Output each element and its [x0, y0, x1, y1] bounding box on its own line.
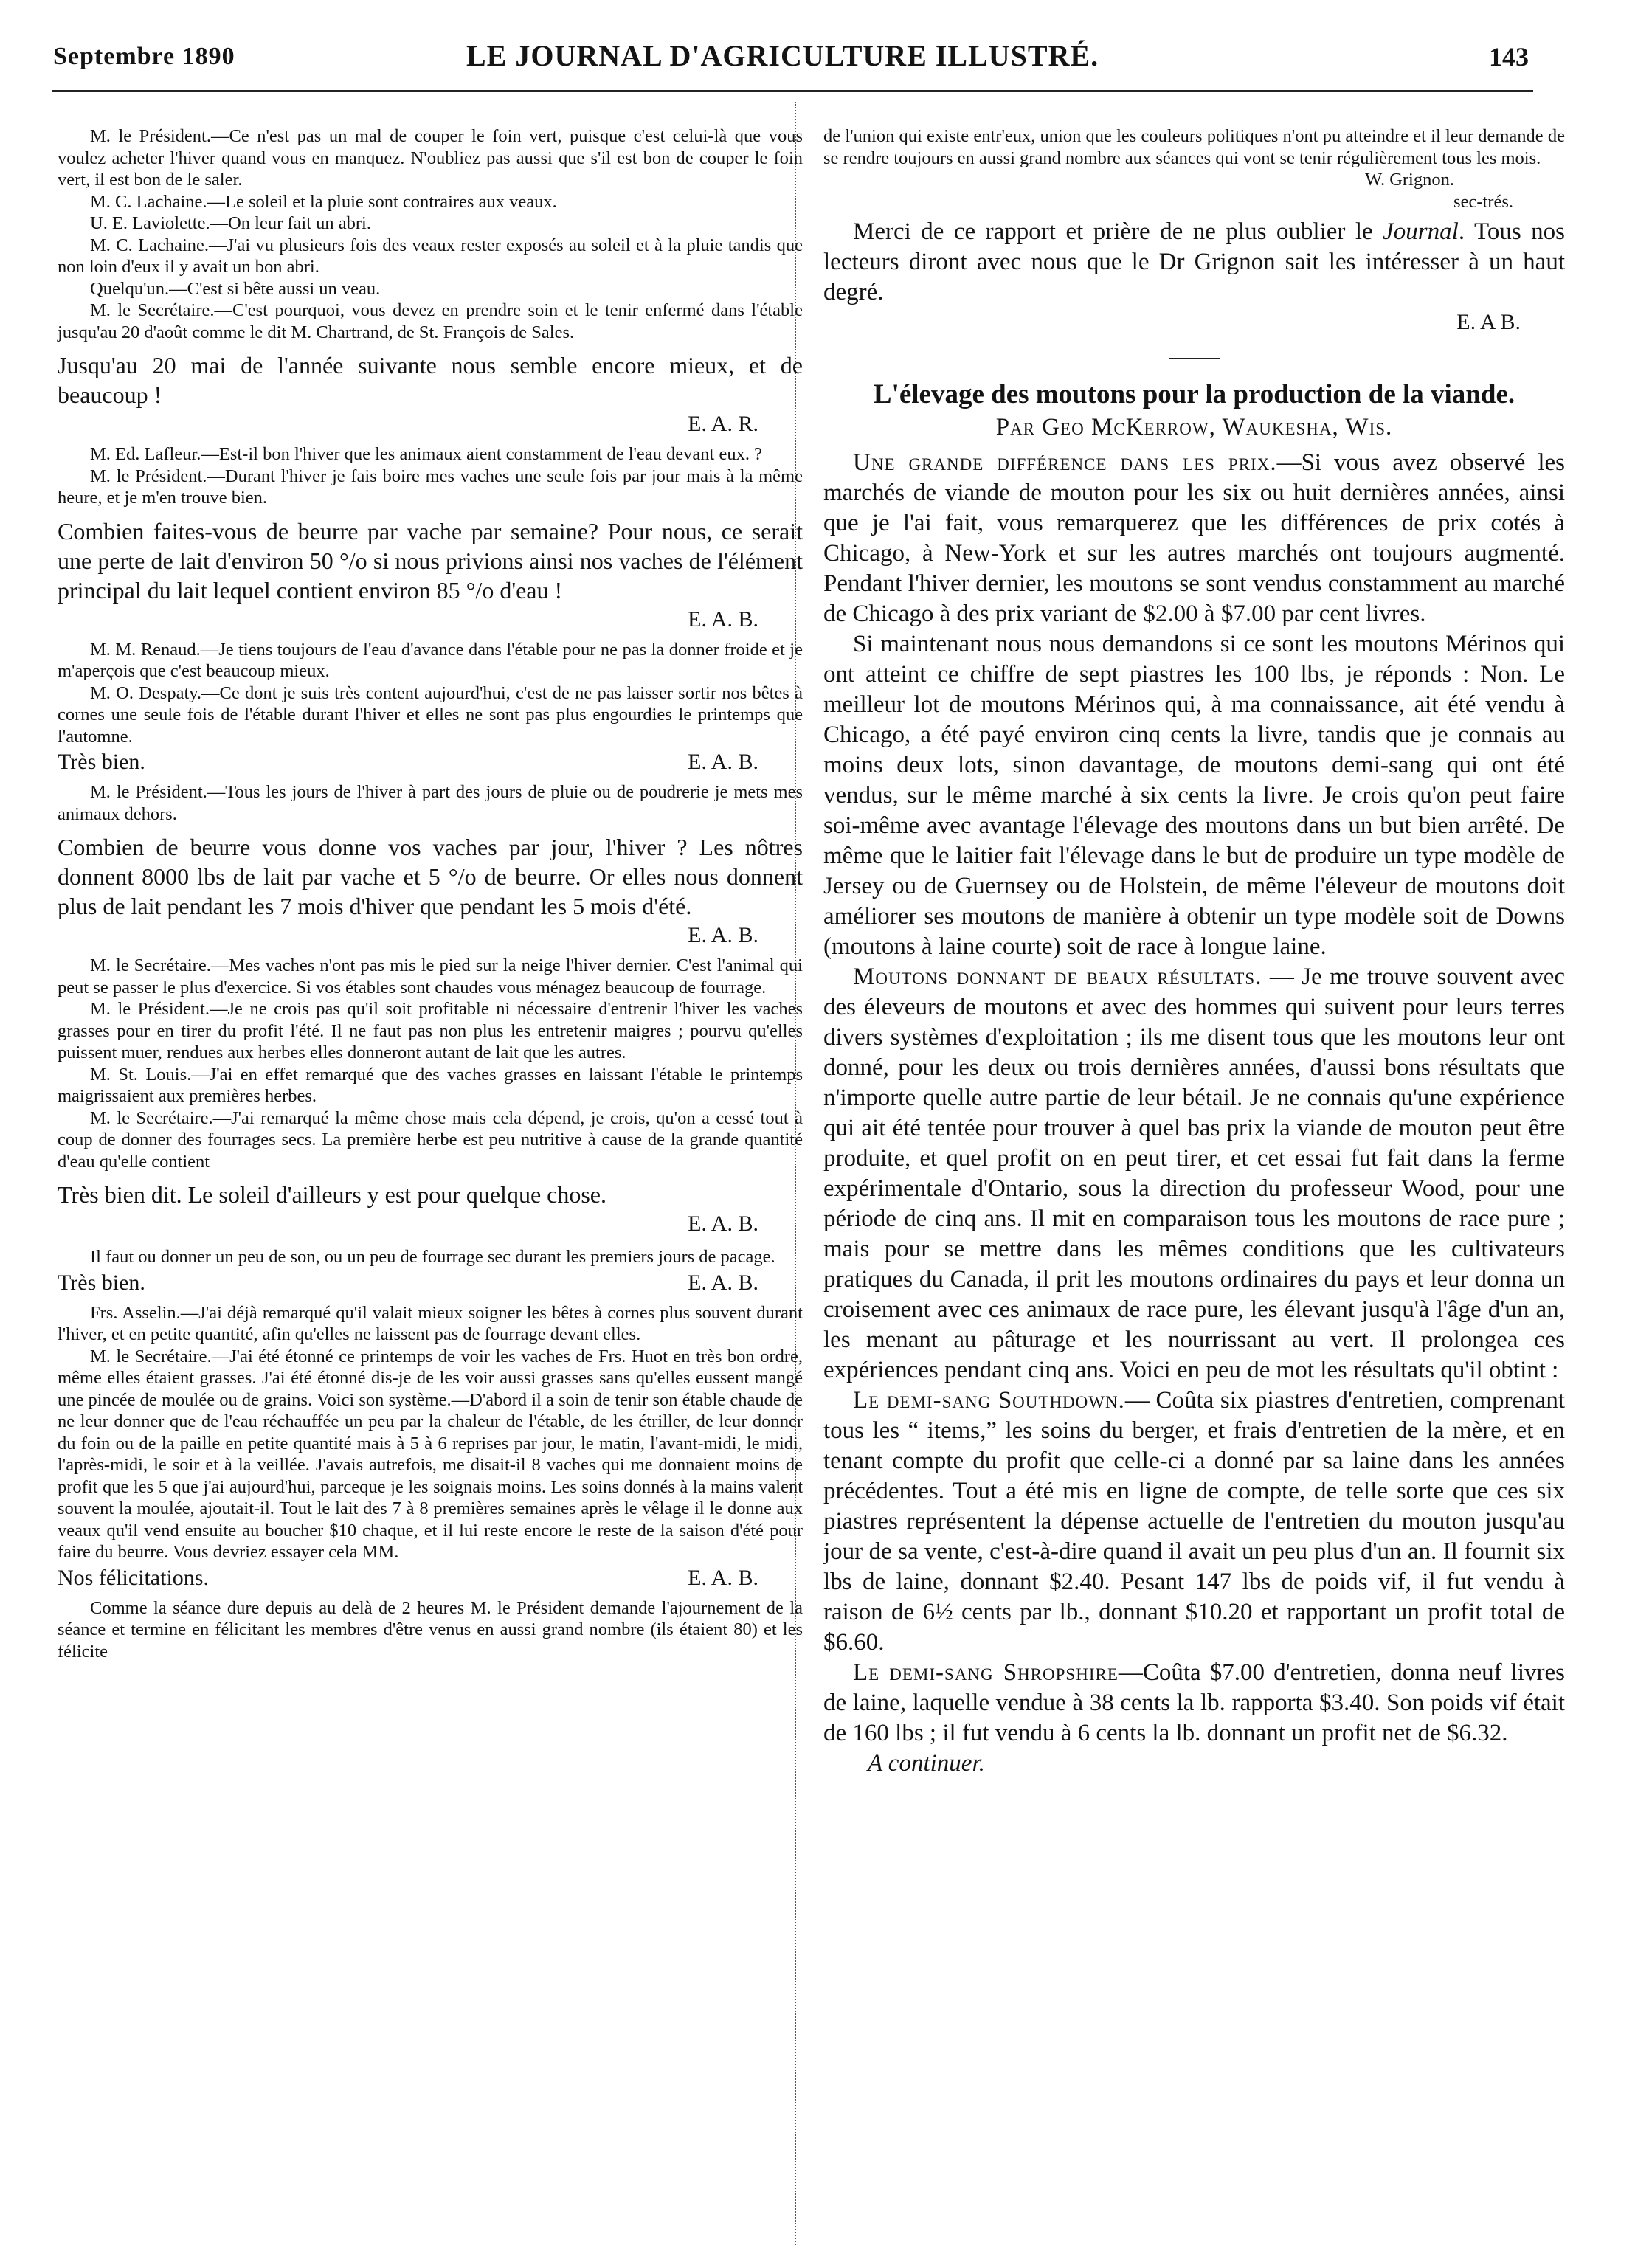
article-paragraph: [823, 1658, 1565, 1749]
journal-name: Journal: [1383, 218, 1459, 245]
article-paragraph: [823, 1386, 1565, 1658]
article-paragraph: Si maintenant nous nous demandons si ce sont les moutons Mérinos qui ont atteint ce chiffre de sept piastres les 100 lbs, je réponds : Non. Le meilleur lot de moutons Mérinos qui, à ma connaissance, ait été vendu à Chicago, a été payé environ cinq cents la livre, tandis que je connais au moins deux lots, sinon davantage, de moutons demi-sang qui ont été vendus, sur le même marché à six cents la livre. Je crois qu'on peut faire soi-même avec avantage l'élevage des moutons dans un but bien arrêté. De même que le laitier fait l'élevage dans le but de produire un type modèle de Jersey ou de Guernsey ou de Holstein, de même l'éleveur de moutons doit améliorer ses moutons de manière à obtenir un type modèle soit de Downs (moutons à laine courte) soit de race à longue laine.: [823, 631, 1565, 960]
paragraph: M. M. Renaud.—Je tiens toujours de l'eau d'avance dans l'étable pour ne pas la donner froide et je m'aperçois que c'est beaucoup mieux.: [58, 639, 803, 681]
editor-signature: E. A. B.: [688, 923, 758, 947]
editor-signature: E. A B.: [1456, 310, 1521, 334]
editor-note: Très bien.: [58, 1270, 145, 1295]
section-heading: Moutons donnant de beaux résultats.: [853, 964, 1262, 990]
editor-note: [823, 217, 1565, 308]
paragraph: M. St. Louis.—J'ai en effet remarqué que des vaches grasses en laissant l'étable le printemps maigrissaient aux premières herbes.: [58, 1064, 803, 1106]
paragraph: M. le Secrétaire.—J'ai remarqué la même chose mais cela dépend, je crois, qu'on a cessé tout à coup de donner des fourrages secs. La première herbe est peu nutritive à cause de la grande quantité d'eau qu'elle contient: [58, 1107, 803, 1172]
article-paragraph: [823, 448, 1565, 629]
paragraph: M. le Secrétaire.—Mes vaches n'ont pas mis le pied sur la neige l'hiver dernier. C'est l'animal qui peut se passer le plus d'exercice. Si vos étables sont chaudes vous ménagez beaucoup de fourrage.: [58, 955, 803, 998]
header-rule: [52, 90, 1533, 92]
paragraph: M. O. Despaty.—Ce dont je suis très content aujourd'hui, c'est de ne pas laisser sortir nos bêtes à cornes une seule fois de l'étable durant l'hiver et elles ne sont pas plus engourdies le printemps que l'automne.: [58, 682, 803, 747]
editor-signature: E. A. B.: [688, 750, 758, 774]
paragraph: M. Ed. Lafleur.—Est-il bon l'hiver que les animaux aient constamment de l'eau devant eux. ?: [90, 444, 762, 464]
page-header: [53, 38, 1529, 83]
editor-signature: E. A. R.: [688, 412, 758, 436]
section-heading: Le demi-sang Shropshire: [853, 1659, 1119, 1686]
journal-title: LE JOURNAL D'AGRICULTURE ILLUSTRÉ.: [466, 39, 1099, 72]
editor-note: Combien de beurre vous donne vos vaches par jour, l'hiver ? Les nôtres donnent 8000 lbs de lait par vache et 5 °/o de beurre. Or elles nous donnent plus de lait pendant les 7 mois d'hiver que pendant les 5 mois d'été.: [58, 834, 803, 919]
page-number: 143: [1489, 42, 1529, 72]
editor-signature: E. A. B.: [688, 1565, 758, 1590]
paragraph: Frs. Asselin.—J'ai déjà remarqué qu'il valait mieux soigner les bêtes à cornes plus souvent durant l'hiver, et en petite quantité, afin qu'elles ne laissent pas de fourrage devant elles.: [58, 1302, 803, 1344]
paragraph: M. le Président.—Durant l'hiver je fais boire mes vaches une seule fois par jour mais à la même heure, et je m'en trouve bien.: [58, 466, 803, 508]
editor-note-text: Merci de ce rapport et prière de ne plus oublier le: [853, 218, 1383, 245]
paragraph: Quelqu'un.—C'est si bête aussi un veau.: [90, 278, 381, 299]
editor-note: Très bien.: [58, 750, 145, 774]
paragraph: de l'union qui existe entr'eux, union que les couleurs politiques n'ont pu atteindre et il leur demande de se rendre toujours en aussi grand nombre aux séances qui vont se tenir régulièrement tous les mois.: [823, 126, 1565, 168]
editor-note-text: . Tous nos lecteurs diront avec nous que le Dr Grignon sait les intéresser à un haut degré.: [823, 218, 1565, 305]
paragraph: M. C. Lachaine.—Le soleil et la pluie sont contraires aux veaux.: [90, 191, 557, 212]
article-text: —Si vous avez observé les marchés de viande de mouton pour les six ou huit dernières années, ainsi que je l'ai fait, vous remarquerez que les différences de prix cotés à Chicago, à New-York et sur les autres marchés ont toujours augmenté. Pendant l'hiver dernier, les moutons se sont vendus constamment au marché de Chicago à des prix variant de $2.00 à $7.00 par cent livres.: [823, 449, 1565, 627]
editor-signature: E. A. B.: [688, 606, 758, 632]
right-column: [823, 125, 1565, 1779]
article-text: — Coûta six piastres d'entretien, comprenant tous les “ items,” les soins du berger, et frais d'entretien de la mère, et en tenant compte du profit que celle-ci a donné par sa laine dans les années précédentes. Tout a été mis en ligne de compte, de telle sorte que ces six piastres représentent la dépense actuelle de l'entretien du mouton jusqu'au jour de sa vente, c'est-à-dire quand il avait un peu plus d'un an. Il fournit six lbs de laine, donnant $2.40. Pesant 147 lbs de poids vif, il fut vendu à raison de 6½ cents par lb., donnant $10.20 et rapportant un profit total de $6.60.: [823, 1387, 1566, 1656]
section-heading: Le demi-sang Southdown.: [853, 1387, 1125, 1414]
section-rule: [1169, 358, 1220, 359]
article-text: —Coûta $7.00 d'entretien, donna neuf livres de laine, laquelle vendue à 38 cents la lb. rapporta $3.40. Son poids vif était de 160 lbs ; il fut vendu à 6 cents la lb. donnant un profit net de $6.32.: [823, 1659, 1565, 1746]
editor-note: Jusqu'au 20 mai de l'année suivante nous semble encore mieux, et de beaucoup !: [58, 352, 803, 408]
paragraph: M. le Président.—Je ne crois pas qu'il soit profitable ni nécessaire d'entrenir l'hiver les vaches grasses pour en tirer du profit l'été. Il ne faut pas non plus les entretenir maigres ; pourvu qu'elles puissent muer, rendues aux herbes elles donneront autant de lait que les autres.: [58, 999, 803, 1062]
article-title: L'élevage des moutons pour la production de la viande.: [873, 379, 1515, 409]
article-author: Par Geo McKerrow, Waukesha, Wis.: [995, 414, 1393, 440]
editor-note: Combien faites-vous de beurre par vache par semaine? Pour nous, ce serait une perte de lait d'environ 50 °/o si nous privions ainsi nos vaches de l'élément principal du lait lequel contient environ 85 °/o d'eau !: [58, 517, 803, 604]
paragraph: M. le Secrétaire.—C'est pourquoi, vous devez en prendre soin et le tenir enfermé dans l'étable jusqu'au 20 d'août comme le dit M. Chartrand, de St. François de Sales.: [58, 300, 803, 342]
article-text: — Je me trouve souvent avec des éleveurs de moutons et avec des hommes qui suivent pour leurs terres divers systèmes d'exploitation ; ils me disent tous que les moutons leur ont donné, pour les deux ou trois dernières années, d'aussi bons résultats que n'importe quelle autre partie de leur bétail. Je ne connais qu'une expérience qui ait été tentée pour trouver à quel bas prix la viande de mouton peut être produite, et quel profit on en peut tirer, et cet essai fut fait dans la ferme expérimentale d'Ontario, sous la direction du professeur Wood, pour une période de cinq ans. Il mit en comparaison tous les moutons de race pure ; mais pour se mettre dans les mêmes conditions que les cultivateurs pratiques du Canada, il prit les moutons ordinaires du pays et leur donna un croisement avec ces animaux de race pure, les élevant jusqu'à l'âge d'un an, les menant au pâturage et les nourrissant au vert. Il prolongea ces expériences pendant cinq ans. Voici en peu de mot les résultats qu'il obtint :: [823, 964, 1565, 1383]
report-signature-role: sec-trés.: [1453, 191, 1513, 212]
issue-date: Septembre 1890: [53, 43, 235, 70]
editor-note: Très bien dit. Le soleil d'ailleurs y est pour quelque chose.: [58, 1181, 606, 1208]
paragraph: M. le Président.—Tous les jours de l'hiver à part des jours de pluie ou de poudrerie je mets mes animaux dehors.: [58, 782, 803, 824]
section-heading: Une grande différence dans les prix.: [853, 449, 1277, 476]
paragraph: Il faut ou donner un peu de son, ou un peu de fourrage sec durant les premiers jours de pacage.: [90, 1247, 775, 1267]
editor-signature: E. A. B.: [688, 1270, 758, 1295]
editor-signature: E. A. B.: [688, 1211, 758, 1236]
paragraph: U. E. Laviolette.—On leur fait un abri.: [90, 213, 371, 233]
editor-note: Nos félicitations.: [58, 1565, 209, 1590]
paragraph: M. le Président.—Ce n'est pas un mal de couper le foin vert, puisque c'est celui-là que vous voulez acheter l'hiver quand vous en manquez. N'oubliez pas aussi que s'il est bon de couper le foin vert, il est bon de le saler.: [58, 126, 803, 190]
left-column: [58, 125, 803, 1662]
paragraph: M. C. Lachaine.—J'ai vu plusieurs fois des veaux rester exposés au soleil et à la pluie tandis que non loin d'eux il y avait un bon abri.: [58, 235, 803, 277]
paragraph: M. le Secrétaire.—J'ai été étonné ce printemps de voir les vaches de Frs. Huot en très bon ordre, même elles étaient grasses. J'ai été étonné dis-je de les voir aussi grasses sans qu'elles eussent mangé une pincée de moulée ou de grains. Voici son système.—D'abord il a soin de tenir son étable chaude de ne leur donner que de l'eau réchauffée un peu par la chaleur de l'étable, de les étriller, de leur donner du foin ou de la paille en petite quantité mais à 5 à 6 reprises par jour, le matin, l'avant-midi, le midi, l'après-midi, le soir et à la veillée. J'avais autrefois, me disait-il 8 vaches qui me donnaient moins de profit que les 5 que j'ai aujourd'hui, parceque je les soignais moins. Les soins donnés à la mains valent souvent la moulée, ajoutait-il. Tout le lait des 7 à 8 premières semaines après le vêlage il le donne aux veaux qu'il vend ensuite au boucher $10 chaque, et il lui reste encore le reste de la saison d'été pour faire du beurre. Vous devriez essayer cela MM.: [58, 1346, 803, 1562]
paragraph: Comme la séance dure depuis au delà de 2 heures M. le Président demande l'ajournement de la séance et termine en félicitant les membres d'être venus en aussi grand nombre (ils étaient 80) et les félicite: [58, 1597, 803, 1662]
article-paragraph: [823, 962, 1565, 1386]
continuation-note: A continuer.: [868, 1750, 985, 1777]
report-signature: W. Grignon.: [1365, 170, 1454, 190]
